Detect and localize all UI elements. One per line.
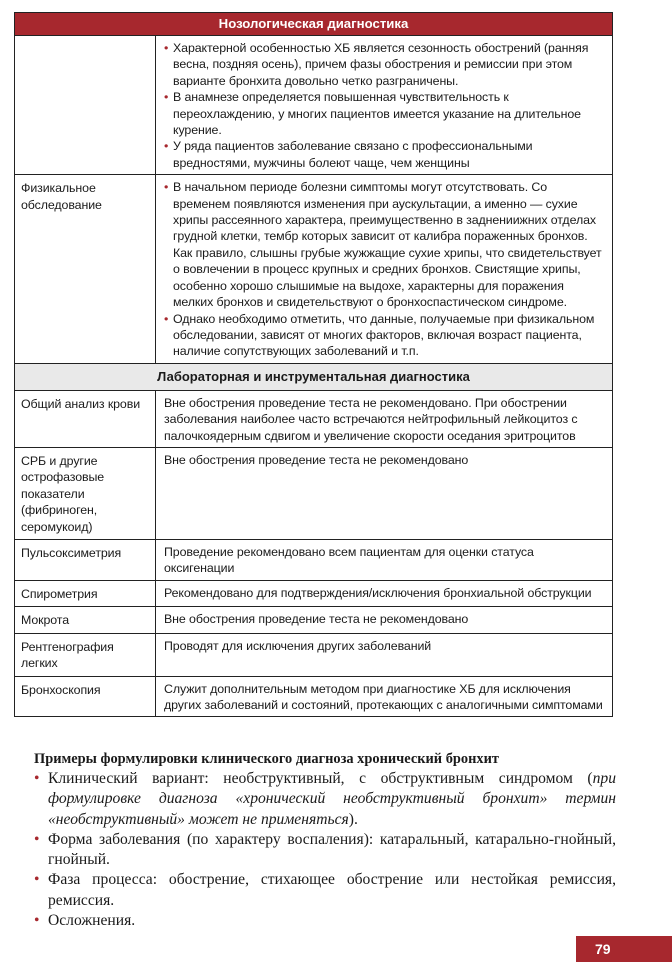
table-row bbox=[15, 580, 613, 606]
item-italic-note: при формулировке диагноза «хронический необструктивный бронхит» термин «необструктивный» может не применяться bbox=[48, 770, 616, 828]
row-content bbox=[156, 175, 613, 363]
bullet-item: • В анамнезе определяется повышенная чувствительность к переохлаждению, у многих пациентов имеется указание на длительное курение. bbox=[164, 89, 606, 138]
list-item: • Осложнения. bbox=[34, 911, 616, 931]
list-item bbox=[34, 769, 616, 830]
table-row bbox=[15, 539, 613, 580]
item-text-end: ). bbox=[348, 810, 358, 828]
row-label-empty bbox=[15, 36, 156, 175]
list-item: • Фаза процесса: обострение, стихающее обострение или нестойкая ремиссия, ремиссия. bbox=[34, 870, 616, 911]
table-row bbox=[15, 175, 613, 363]
row-label: СРБ и другие острофазовые показатели (фибриноген, серомукоид) bbox=[15, 447, 156, 539]
row-content: Проводят для исключения других заболеваний bbox=[156, 633, 613, 676]
section-title-lab: Лабораторная и инструментальная диагностика bbox=[15, 363, 613, 390]
bullet-item: • У ряда пациентов заболевание связано с профессиональными вредностями, мужчины болеют чаще, чем женщины bbox=[164, 138, 606, 171]
row-label: Физикальное обследование bbox=[15, 175, 156, 363]
row-label: Общий анализ крови bbox=[15, 390, 156, 447]
row-label: Мокрота bbox=[15, 607, 156, 633]
row-label: Спирометрия bbox=[15, 580, 156, 606]
row-label: Бронхоскопия bbox=[15, 676, 156, 717]
section-header-row bbox=[15, 363, 613, 390]
bullet-item: • В начальном периоде болезни симптомы могут отсутствовать. Со временем появляются изменения при аускультации, а именно — сухие хрипы рассеянного характера, преимущественно в заднениижних отделах грудной клетки, тембр которых зависит от калибра пораженных бронхов. Как правило, слышны грубые жужжащие сухие хрипы, что свидетельствует о вовлечении в процесс крупных и средних бронхов. Свистящие хрипы, особенно хорошо слышимые на выдохе, характерны для поражения мелких бронхов и свидетельствуют о бронхоспастическом синдроме. bbox=[164, 179, 606, 310]
row-content: Вне обострения проведение теста не рекомендовано bbox=[156, 447, 613, 539]
row-content: Проведение рекомендовано всем пациентам для оценки статуса оксигенации bbox=[156, 539, 613, 580]
bullet-item: • Однако необходимо отметить, что данные, получаемые при физикальном обследовании, зависят от многих факторов, включая возраст пациента, наличие сопутствующих заболеваний и т.п. bbox=[164, 311, 606, 360]
examples-list bbox=[34, 769, 616, 931]
row-content: Вне обострения проведение теста не рекомендовано bbox=[156, 607, 613, 633]
list-item: • Форма заболевания (по характеру воспаления): катаральный, катарально-гнойный, гнойный. bbox=[34, 830, 616, 871]
table-row bbox=[15, 36, 613, 175]
table-row bbox=[15, 633, 613, 676]
section-header-row bbox=[15, 13, 613, 36]
bullet-item: • Характерной особенностью ХБ является сезонность обострений (ранняя весна, поздняя осень), причем фазы обострения и ремиссии при этом варианте бронхита довольно четко разграничены. bbox=[164, 40, 606, 89]
item-text: Клинический вариант: необструктивный, с обструктивным синдромом ( bbox=[48, 770, 593, 787]
row-content: Вне обострения проведение теста не рекомендовано. При обострении заболевания наиболее часто встречаются нейтрофильный лейкоцитоз с палочкоядерным сдвигом и увеличение скорости оседания эритроцитов bbox=[156, 390, 613, 447]
table-row bbox=[15, 607, 613, 633]
row-content: Служит дополнительным методом при диагностике ХБ для исключения других заболеваний и состояний, протекающих с аналогичными симптомами bbox=[156, 676, 613, 717]
examples-heading: Примеры формулировки клинического диагноза хронический бронхит bbox=[34, 751, 499, 767]
diagnostics-table bbox=[14, 12, 613, 717]
row-label: Рентгенография легких bbox=[15, 633, 156, 676]
table-row bbox=[15, 390, 613, 447]
row-content: Рекомендовано для подтверждения/исключения бронхиальной обструкции bbox=[156, 580, 613, 606]
page-number: 79 bbox=[576, 936, 672, 962]
section-title-nosological: Нозологическая диагностика bbox=[15, 13, 613, 36]
table-row bbox=[15, 676, 613, 717]
row-content bbox=[156, 36, 613, 175]
row-label: Пульсоксиметрия bbox=[15, 539, 156, 580]
table-row bbox=[15, 447, 613, 539]
